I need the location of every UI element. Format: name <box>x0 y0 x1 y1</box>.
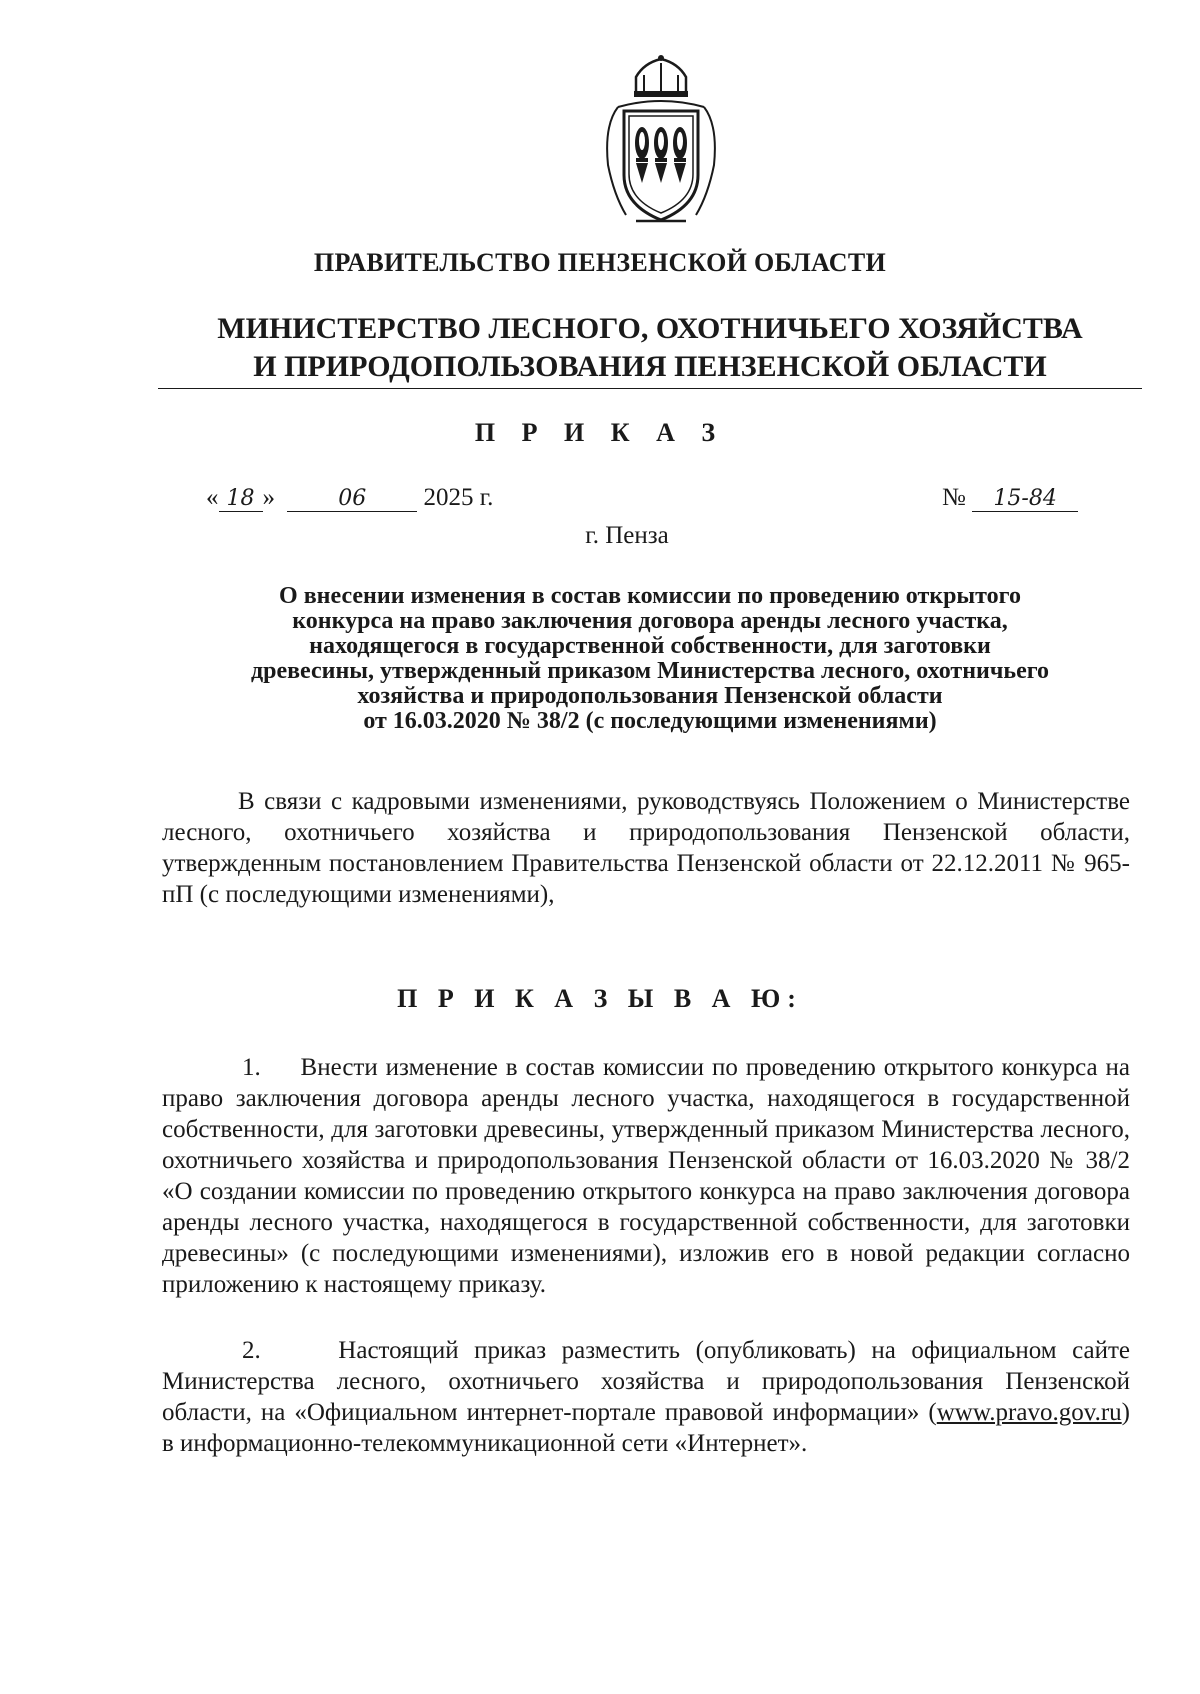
item-number: 1. <box>242 1054 261 1081</box>
order-item-2 <box>162 1335 1130 1459</box>
document-subject <box>160 584 1140 734</box>
order-item-1 <box>162 1052 1130 1300</box>
number-prefix: № <box>942 484 966 511</box>
item-text-end: ) в информационно-телекоммуникационной сети «Интернет». <box>162 1399 1130 1457</box>
date-month: 06 <box>287 487 417 512</box>
coat-of-arms-icon <box>596 55 726 230</box>
number-value: 15-84 <box>972 487 1078 512</box>
ministry-title-line1: МИНИСТЕРСТВО ЛЕСНОГО, ОХОТНИЧЬЕГО ХОЗЯЙСТВА <box>217 312 1083 345</box>
header-divider <box>158 388 1142 389</box>
ministry-title-line2: И ПРИРОДОПОЛЬЗОВАНИЯ ПЕНЗЕНСКОЙ ОБЛАСТИ <box>253 350 1047 383</box>
document-city: г. Пенза <box>585 522 669 549</box>
order-word: П Р И К А З Ы В А Ю: <box>397 984 803 1013</box>
pravo-gov-link[interactable]: www.pravo.gov.ru <box>936 1399 1122 1426</box>
subject-line: О внесении изменения в состав комиссии по проведению открытого <box>279 583 1021 609</box>
preamble-paragraph: В связи с кадровыми изменениями, руководствуясь Положением о Министерстве лесного, охотничьего хозяйства и природопользования Пензенской области, утвержденным постановлением Правительства Пензенской области от 22.12.2011 № 965-пП (с последующими изменениями), <box>162 788 1130 908</box>
subject-line: от 16.03.2020 № 38/2 (с последующими изменениями) <box>363 708 937 734</box>
date-quote-close: » <box>262 484 275 511</box>
date-quote-open: « <box>206 484 219 511</box>
item-number: 2. <box>242 1337 261 1364</box>
item-text: Внести изменение в состав комиссии по проведению открытого конкурса на право заключения договора аренды лесного участка, находящегося в государственной собственности, для заготовки древесины, утвержденный приказом Министерства лесного, охотничьего хозяйства и природопользования Пензенской области от 16.03.2020 № 38/2 «О создании комиссии по проведению открытого конкурса на право заключения договора аренды лесного участка, находящегося в государственной собственности, для заготовки древесины» (с последующими изменениями), изложив его в новой редакции согласно приложению к настоящему приказу. <box>162 1054 1131 1298</box>
subject-line: конкурса на право заключения договора аренды лесного участка, <box>292 608 1008 634</box>
subject-line: древесины, утвержденный приказом Министерства лесного, охотничьего <box>250 658 1050 684</box>
ministry-title <box>160 310 1140 386</box>
document-date <box>206 484 493 512</box>
document-number <box>942 484 1078 512</box>
subject-line: хозяйства и природопользования Пензенской области <box>357 683 943 709</box>
government-title: ПРАВИТЕЛЬСТВО ПЕНЗЕНСКОЙ ОБЛАСТИ <box>313 248 887 277</box>
document-type: П Р И К А З <box>474 418 726 447</box>
date-year: 2025 г. <box>423 484 494 511</box>
item-text: Настоящий приказ разместить (опубликовать) на официальном сайте Министерства лесного, охотничьего хозяйства и природопользования Пензенской области, на «Официальном интернет-портале правовой информации» ( <box>162 1337 1130 1426</box>
date-day: 18 <box>219 487 263 512</box>
subject-line: находящегося в государственной собственности, для заготовки <box>309 633 991 659</box>
